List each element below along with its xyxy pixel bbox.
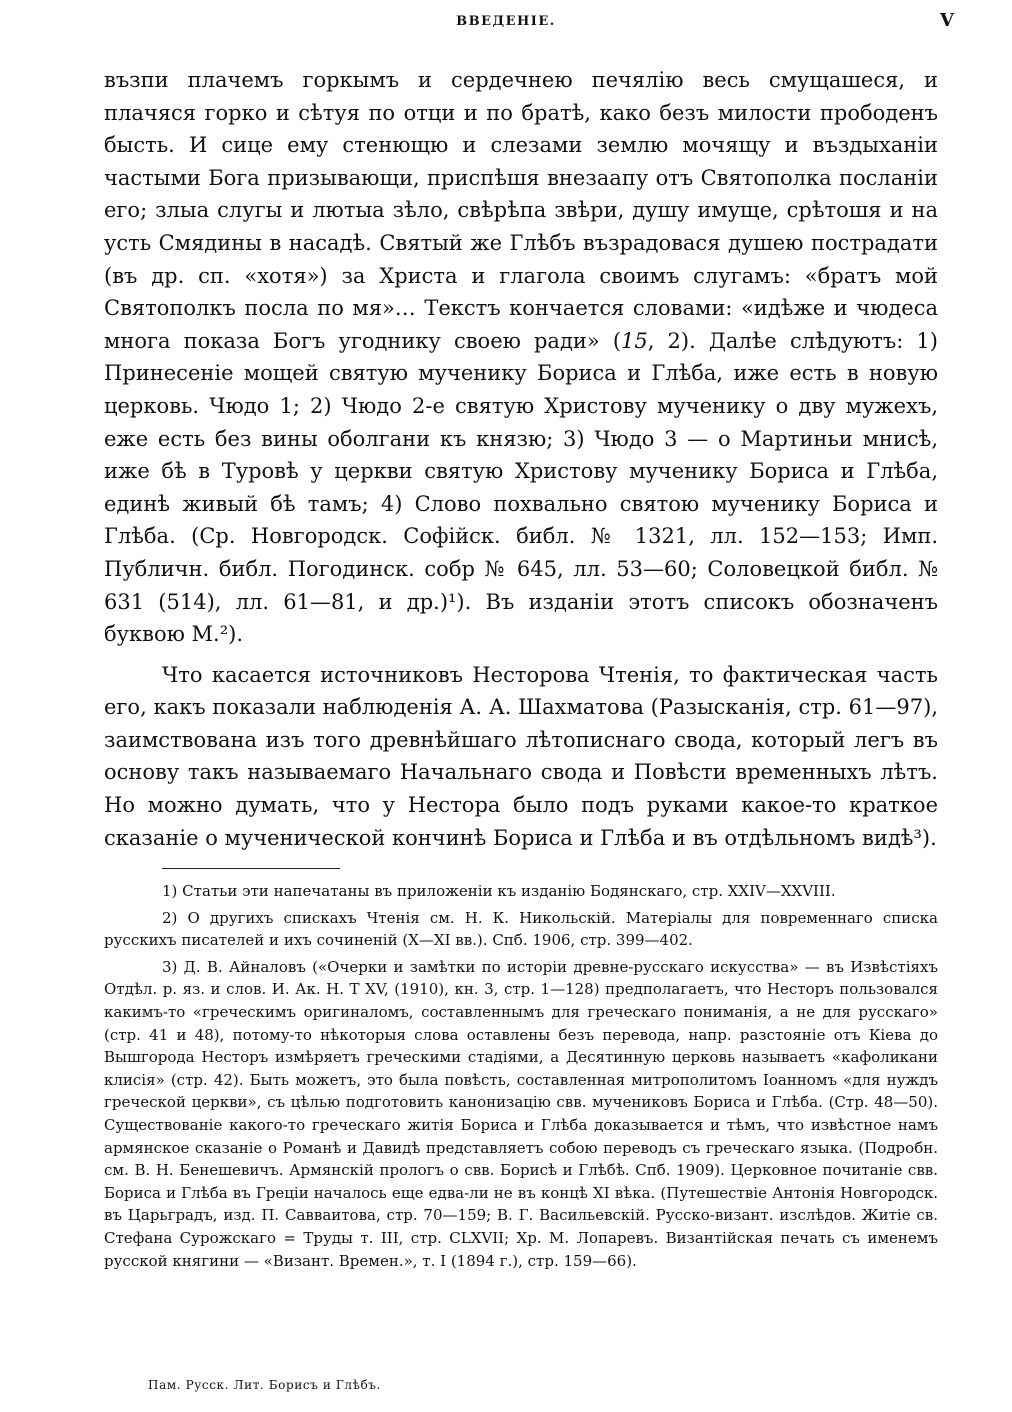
footnote-rule [162, 868, 340, 869]
footnote-3: 3) Д. В. Айналовъ («Очерки и замѣтки по исторіи древне-русскаго искусства» — въ Извѣстіяхъ Отдѣл. р. яз. и слов. И. Ак. Н. Т XV, (1910), кн. 3, стр. 1—128) предполагаетъ, что Несторъ пользовался какимъ-то «греческимъ оригиналомъ, составленнымъ для греческаго пониманія, а не для русскаго» (стр. 41 и 48), потому-то нѣкоторыя слова оставлены безъ перевода, напр. разстояніе отъ Кіева до Вышгорода Несторъ измѣряетъ греческими стадіями, а Десятинную церковь называетъ «кафоликани клисія» (стр. 42). Быть можетъ, это была повѣсть, составленная митрополитомъ Іоанномъ «для нуждъ греческой церкви», съ цѣлью подготовить канонизацію свв. мучениковъ Бориса и Глѣба. (Стр. 48—50). Существованіе какого-то греческаго житія Бориса и Глѣба доказывается и тѣмъ, что извѣстное намъ армянское сказаніе о Романѣ и Давидѣ представляетъ собою переводъ съ греческаго языка. (Подробн. см. В. Н. Бенешевичъ. Армянскій прологъ о свв. Борисѣ и Глѣбѣ. Спб. 1909). Церковное почитаніе свв. Бориса и Глѣба въ Греціи началось еще едва-ли не въ концѣ XI вѣка. (Путешествіе Антонія Новгородск. въ Царьградъ, изд. П. Савваитова, стр. 70—159; В. Г. Васильевскій. Русско-визант. изслѣдов. Житіе св. Стефана Сурожскаго = Труды т. III, стр. CLXVII; Хр. М. Лопаревъ. Византійская печать съ именемъ русской княгини — «Визант. Времен.», т. I (1894 г.), стр. 159—66). [104, 957, 938, 1270]
page-reference: 15 [621, 328, 648, 353]
signature-line: Пам. Русск. Лит. Борисъ и Глѣбъ. [148, 1378, 381, 1392]
paragraph-1 [104, 64, 938, 651]
footnote-1: 1) Статьи эти напечатаны въ приложеніи къ изданію Бодянскаго, стр. XXIV—XXVIII. [162, 882, 836, 900]
footnote-2: 2) О другихъ спискахъ Чтенія см. Н. К. Никольскій. Матеріалы для повременнаго списка русскихъ писателей и ихъ сочиненій (X—XI вв.). Спб. 1906, стр. 399—402. [104, 908, 938, 950]
page-number: V [940, 10, 954, 31]
main-text [104, 64, 938, 854]
paragraph-1-part-a: възпи плачемъ горкымъ и сердечнею печялію весь смущашеся, и плачяся горко и сѣтуя по отци и по братѣ, како безъ милости прободенъ бысть. И сице ему стенющю и слезами землю мочящу и въздыханіи частыми Бога призывающи, приспѣшя внезаапу отъ Святополка посланіи его; злыа слугы и лютыа зѣло, свѣрѣпа звѣри, душу имуще, срѣтошя и на усть Смядины в насадѣ. Святый же Глѣбъ възрадовася душею пострадати (въ др. сп. «хотя») за Христа и глагола своимъ слугамъ: «братъ мой Святополкъ посла по мя»… Текстъ кончается словами: «идѣже и чюдеса многа показа Богъ угоднику своею ради» ( [104, 68, 938, 353]
page-header [0, 6, 1012, 36]
footnotes [104, 880, 938, 1272]
running-title: ВВЕДЕНІЕ. [456, 14, 556, 29]
paragraph-1-part-b: , 2). Далѣе слѣдуютъ: 1) Принесеніе мощей святую мученику Бориса и Глѣба, иже есть в новую церковь. Чюдо 1; 2) Чюдо 2-е святую Христову мученику о дву мужехъ, еже есть без вины оболгани къ князю; 3) Чюдо 3 — о Мартиньи мнисѣ, иже бѣ в Туровѣ у церкви святую Христову мученику Бориса и Глѣба, единѣ живый бѣ тамъ; 4) Слово похвально святою мученику Бориса и Глѣба. (Ср. Новгородск. Софійск. библ. № 1321, лл. 152—153; Имп. Публичн. библ. Погодинск. собр № 645, лл. 53—60; Соловецкой библ. № 631 (514), лл. 61—81, и др.)¹). Въ изданіи этотъ списокъ обозначенъ буквою М.²). [104, 328, 938, 647]
paragraph-2: Что касается источниковъ Несторова Чтенія, то фактическая часть его, какъ показали наблюденія А. А. Шахматова (Разысканія, стр. 61—97), заимствована изъ того древнѣйшаго лѣтописнаго свода, который легъ въ основу такъ называемаго Начальнаго свода и Повѣсти временныхъ лѣтъ. Но можно думать, что у Нестора было подъ руками какое-то краткое сказаніе о мученической кончинѣ Бориса и Глѣба и въ отдѣльномъ видѣ³). [104, 662, 938, 850]
